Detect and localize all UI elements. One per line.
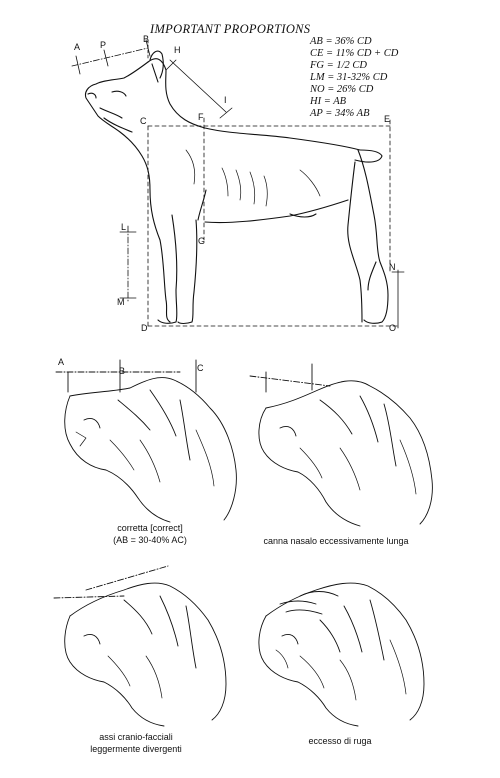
- head-study-correct: [56, 360, 236, 522]
- caption-correct-line1: corretta [correct]: [117, 523, 183, 533]
- point-label-o: O: [389, 323, 397, 333]
- caption-wrinkle: eccesso di ruga: [308, 736, 372, 746]
- formula-ap: AP = 34% AB: [310, 108, 370, 119]
- point-label-l: L: [121, 222, 127, 232]
- point-label-g: G: [198, 236, 206, 246]
- head-point-label-a: A: [58, 357, 65, 367]
- formula-lm: LM = 31-32% CD: [310, 72, 388, 83]
- point-label-m: M: [117, 297, 125, 307]
- formula-ab: AB = 36% CD: [310, 36, 372, 47]
- point-label-i: I: [224, 95, 227, 105]
- point-label-n: N: [389, 262, 396, 272]
- caption-divergent: [66, 731, 206, 755]
- head-study-divergent-axes: [54, 566, 226, 726]
- point-label-a: A: [74, 42, 81, 52]
- formula-ce: CE = 11% CD + CD: [310, 48, 399, 59]
- point-label-h: H: [174, 45, 181, 55]
- head-point-label-c: C: [197, 363, 204, 373]
- point-label-f: F: [198, 112, 204, 122]
- point-label-p: P: [100, 40, 107, 50]
- caption-long-muzzle: canna nasalo eccessivamente lunga: [263, 536, 409, 546]
- caption-correct-line2: (AB = 30-40% AC): [113, 535, 187, 545]
- caption-divergent-line2: leggermente divergenti: [90, 744, 182, 754]
- caption-correct: [80, 522, 220, 546]
- head-study-excess-wrinkle: [259, 583, 424, 726]
- point-label-d: D: [141, 323, 148, 333]
- point-label-c: C: [140, 116, 147, 126]
- formula-fg: FG = 1/2 CD: [310, 60, 367, 71]
- point-label-b: B: [143, 34, 150, 44]
- head-point-label-b: B: [119, 366, 126, 376]
- point-label-e: E: [384, 114, 391, 124]
- diagram-title: IMPORTANT PROPORTIONS: [150, 22, 311, 36]
- caption-divergent-line1: assi cranio-facciali: [99, 732, 173, 742]
- formula-no: NO = 26% CD: [310, 84, 374, 95]
- head-study-long-muzzle: [250, 364, 432, 526]
- formula-hi: HI = AB: [310, 96, 347, 107]
